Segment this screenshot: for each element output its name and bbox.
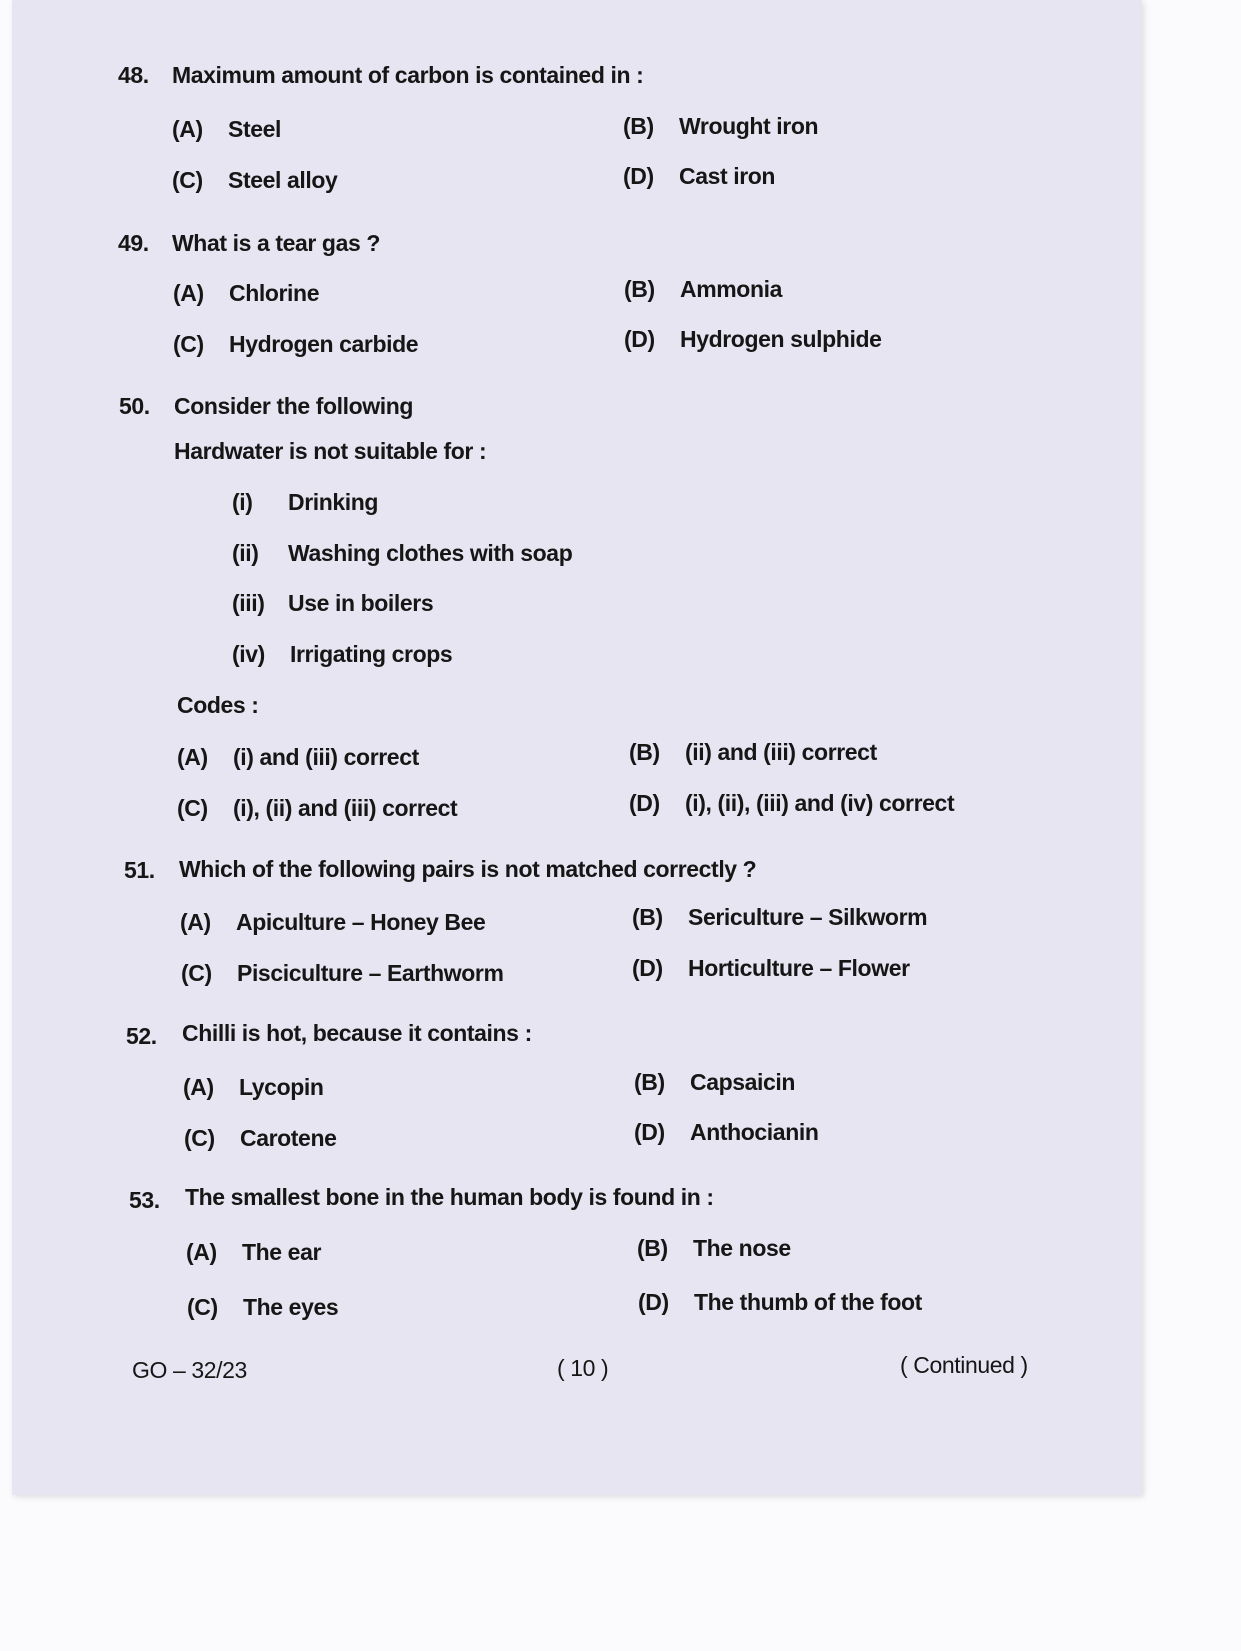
question-text: The smallest bone in the human body is found in :: [185, 1184, 714, 1210]
list-item-text: Drinking: [288, 489, 379, 515]
list-item-number: (i): [232, 489, 253, 515]
option-text: Apiculture – Honey Bee: [236, 909, 486, 935]
option-letter: (D): [629, 790, 660, 816]
option-letter: (C): [173, 331, 204, 357]
question-subtext: Hardwater is not suitable for :: [174, 438, 487, 464]
option-text: Horticulture – Flower: [688, 955, 910, 981]
question-text: Chilli is hot, because it contains :: [182, 1020, 532, 1046]
option-text: Wrought iron: [679, 113, 819, 139]
question-number: 51.: [124, 857, 155, 883]
option-text: (i), (ii), (iii) and (iv) correct: [685, 790, 955, 816]
list-item-text: Use in boilers: [288, 590, 434, 616]
option-letter: (B): [632, 904, 663, 930]
option-letter: (C): [181, 960, 212, 986]
question-text: Consider the following: [174, 393, 414, 419]
option-text: The thumb of the foot: [694, 1289, 922, 1315]
option-text: Capsaicin: [690, 1069, 796, 1095]
option-text: The ear: [242, 1239, 322, 1265]
option-letter: (C): [184, 1125, 215, 1151]
option-letter: (C): [187, 1294, 218, 1320]
page-number: ( 10 ): [557, 1355, 609, 1381]
question-number: 52.: [126, 1023, 157, 1049]
paper-code: GO – 32/23: [132, 1357, 247, 1383]
option-text: Hydrogen carbide: [229, 331, 419, 357]
option-letter: (B): [634, 1069, 665, 1095]
option-text: Steel alloy: [228, 167, 338, 193]
list-item-number: (iii): [232, 590, 265, 616]
option-letter: (A): [186, 1239, 217, 1265]
option-letter: (D): [624, 326, 655, 352]
option-text: Cast iron: [679, 163, 776, 189]
option-text: Steel: [228, 116, 281, 142]
option-text: The eyes: [243, 1294, 339, 1320]
option-letter: (A): [172, 116, 203, 142]
codes-label: Codes :: [177, 692, 259, 718]
option-text: Hydrogen sulphide: [680, 326, 882, 352]
question-text: Which of the following pairs is not matched correctly ?: [179, 856, 757, 882]
option-letter: (A): [177, 744, 208, 770]
option-text: Sericulture – Silkworm: [688, 904, 928, 930]
option-letter: (D): [632, 955, 663, 981]
option-text: Ammonia: [680, 276, 782, 302]
question-text: What is a tear gas ?: [172, 230, 381, 256]
option-text: Anthocianin: [690, 1119, 819, 1145]
question-number: 53.: [129, 1187, 160, 1213]
option-text: Lycopin: [239, 1074, 324, 1100]
option-letter: (D): [638, 1289, 669, 1315]
option-text: The nose: [693, 1235, 791, 1261]
option-letter: (D): [623, 163, 654, 189]
list-item-text: Irrigating crops: [290, 641, 453, 667]
option-text: Chlorine: [229, 280, 320, 306]
question-number: 49.: [118, 230, 149, 256]
question-number: 48.: [118, 62, 149, 88]
option-letter: (B): [624, 276, 655, 302]
list-item-number: (ii): [232, 540, 259, 566]
list-item-text: Washing clothes with soap: [288, 540, 573, 566]
question-text: Maximum amount of carbon is contained in :: [172, 62, 644, 88]
option-letter: (C): [172, 167, 203, 193]
question-number: 50.: [119, 393, 150, 419]
option-text: Pisciculture – Earthworm: [237, 960, 504, 986]
option-letter: (B): [623, 113, 654, 139]
option-text: (i), (ii) and (iii) correct: [233, 795, 458, 821]
option-text: (i) and (iii) correct: [233, 744, 419, 770]
option-letter: (A): [180, 909, 211, 935]
option-letter: (C): [177, 795, 208, 821]
option-text: (ii) and (iii) correct: [685, 739, 877, 765]
list-item-number: (iv): [232, 641, 265, 667]
option-letter: (D): [634, 1119, 665, 1145]
option-letter: (A): [183, 1074, 214, 1100]
option-letter: (B): [637, 1235, 668, 1261]
continued-label: ( Continued ): [900, 1352, 1028, 1378]
option-letter: (A): [173, 280, 204, 306]
option-text: Carotene: [240, 1125, 337, 1151]
option-letter: (B): [629, 739, 660, 765]
